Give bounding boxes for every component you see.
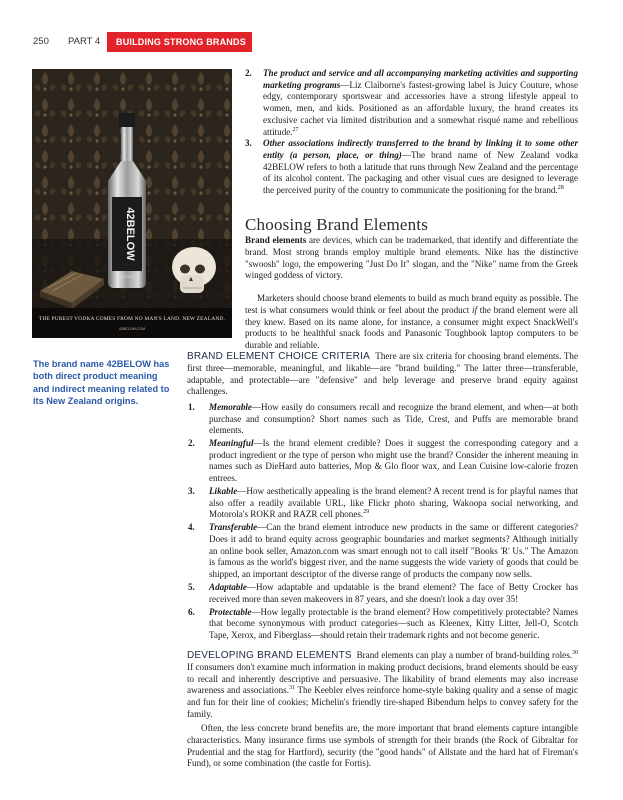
- paragraph-intangible: Often, the less concrete brand benefits are, the more important that brand elements capture intangible characteristics. Many insurance firms use symbols of strength for their brands (the Rock of Gibraltar for Prudential and the stag for Hartford), security (the "good hands" of Allstate and the hard hat of Fireman's Fund), or some combination (the castle for Fortis).: [187, 723, 578, 769]
- paragraph-developing: [187, 650, 578, 721]
- item-number: 3.: [188, 486, 195, 497]
- part-label: PART 4: [68, 36, 101, 47]
- ad-url: 42BELOW.COM: [118, 327, 146, 331]
- item-number: 1.: [188, 402, 195, 412]
- list-item: [187, 402, 578, 437]
- paragraph-criteria-intro: [187, 351, 578, 398]
- figure-caption: The brand name 42BELOW has both direct product meaning and indirect meaning related to its New Zealand origins.: [33, 359, 170, 406]
- key-term: Brand elements: [245, 235, 307, 245]
- section-title: BUILDING STRONG BRANDS: [116, 37, 246, 47]
- item-text: —How aesthetically appealing is the brand element? A recent trend is for playful names that also offer a readily available URL, like Flickr photo sharing, Wakoopa social networking, and Motorola's ROKR and RAZR cell phones.: [209, 486, 578, 520]
- endnote-ref: 29: [363, 509, 370, 516]
- item-text: —Is the brand element credible? Does it suggest the corresponding category and a product ingredient or the type of person who might use the brand? Consider the inherent meaning in names such as DieHard auto batteries, Mop & Glo floor wax, and Lean Cuisine low-calorie frozen entrees.: [209, 438, 578, 484]
- item-title: The product and service and all accompanying marketing activities and supporting marketing programs: [263, 68, 578, 90]
- item-text: —Liz Claiborne's fastest-growing label is Juicy Couture, whose edgy, contemporary sportswear and accessories have a strong lifestyle appeal to women, men, and kids. Positioned as an affordable luxury, the brand creates its exclusive cachet via limited distribution and a somewhat risqué name and rebellious attitude.: [263, 79, 578, 137]
- item-text: —The brand name of New Zealand vodka 42BELOW refers to both a latitude that runs through New Zealand and the percentage of its alcohol content. The packaging and other visual cues are designed to leverage the perceived purity of the country to communicate the positioning for the brand.: [263, 149, 578, 196]
- criteria-list: [187, 402, 578, 643]
- item-number: 3.: [245, 138, 252, 149]
- list-item: [187, 582, 578, 605]
- ad-footer-band: [32, 308, 232, 338]
- emphasis: if: [471, 304, 478, 315]
- item-title: Adaptable: [209, 581, 247, 592]
- paragraph-text: the brand element were all they knew. Based on its name alone, for instance, a consumer might expect SnackWell's products to be healthful snack foods and Panasonic Toughbook laptop computers to be durable and reliable.: [245, 304, 578, 351]
- section-banner: [107, 32, 252, 52]
- item-title: Memorable: [209, 402, 252, 412]
- ad-illustration: [32, 69, 232, 338]
- list-item: [187, 438, 578, 484]
- endnote-ref: 31: [289, 685, 295, 692]
- bottle-label: VODKA: [119, 274, 135, 279]
- endnote-ref: 30: [572, 649, 578, 656]
- item-text: —How easily do consumers recall and recognize the brand element, and when—at both purchase and consumption? Short names such as Tide, Crest, and Puffs are memorable brand elements.: [209, 402, 578, 436]
- associations-list: [245, 68, 578, 197]
- list-item: [187, 522, 578, 580]
- item-title: Transferable: [209, 522, 258, 533]
- section-heading: Choosing Brand Elements: [245, 215, 429, 234]
- item-number: 6.: [188, 606, 195, 617]
- vodka-advertisement: [32, 69, 232, 338]
- item-text: —Can the brand element introduce new products in the same or different categories? Does it add to brand equity across geographic boundaries and market segments? Although initially an online book seller, Amazon.com was smart enough not to call itself "Books 'R' Us." The Amazon is famous as the world's biggest river, and the name suggests the wide variety of goods that could be shipped, an important descriptor of the diverse range of products the company now sells.: [209, 522, 578, 579]
- paragraph-text: The Keebler elves reinforce home-style baking quality and a sense of magic and fun for their line of cookies; Michelin's friendly tire-shaped Bibendum helps to convey safety for the family.: [187, 685, 578, 719]
- ad-tagline: THE PUREST VODKA COMES FROM NO MAN'S LAND. NEW ZEALAND.: [38, 316, 226, 322]
- item-number: 2.: [245, 68, 252, 78]
- item-number: 4.: [188, 522, 195, 533]
- paragraph-text: are devices, which can be trademarked, that identify and differentiate the brand. Most strong brands employ multiple brand elements. Nike has the distinctive "swoosh" logo, the empowering "Just Do It" slogan, and the "Nike" name from the Greek winged goddess of victory.: [245, 235, 578, 281]
- item-title: Likable: [209, 486, 238, 497]
- item-title: Meaningful: [209, 438, 254, 449]
- paragraph-text: If consumers don't examine much information in making product decisions, brand elements should be easy to recall and inherently descriptive and persuasive. The likability of brand elements may also increase awareness and associations.: [187, 661, 578, 696]
- list-item: [187, 486, 578, 521]
- list-item: [187, 607, 578, 642]
- page-number: 250: [33, 36, 49, 47]
- item-number: 5.: [188, 581, 195, 592]
- list-item: [245, 138, 578, 197]
- paragraph-marketers: [245, 293, 578, 352]
- item-text: —How legally protectable is the brand element? How competitively protectable? Names that become synonymous with product categories—such as Kleenex, Kitty Litter, Jell-O, Scotch Tape, Xerox, and Fiberglass—should retain their trademark rights and not become generic.: [209, 606, 578, 640]
- paragraph-text: There are six criteria for choosing brand elements. The first three—memorable, meaningful, and likable—are "brand building." The latter three—transferable, adaptable, and protectable—are "defensive" and help leverage and preserve brand equity against challenges.: [187, 351, 578, 397]
- item-text: —How adaptable and updatable is the brand element? The face of Betty Crocker has received more than seven makeovers in 87 years, and she doesn't look a day over 35!: [209, 581, 578, 604]
- item-number: 2.: [188, 438, 195, 449]
- paragraph-text: Brand elements can play a number of brand-building roles.: [356, 650, 572, 660]
- item-title: Other associations indirectly transferred to the brand by linking it to some other entity (a person, place, or thing): [263, 138, 578, 160]
- run-in-heading: DEVELOPING BRAND ELEMENTS: [187, 650, 352, 661]
- page-header: [0, 32, 623, 52]
- bottle-brand: 42BELOW: [124, 207, 136, 261]
- list-item: [245, 68, 578, 138]
- endnote-ref: 28: [557, 185, 564, 191]
- run-in-heading: BRAND ELEMENT CHOICE CRITERIA: [187, 351, 370, 362]
- endnote-ref: 27: [292, 126, 299, 133]
- paragraph-brand-elements: [245, 235, 578, 282]
- item-title: Protectable: [209, 606, 252, 617]
- paragraph-text: Marketers should choose brand elements to build as much brand equity as possible. The test is what consumers would think or feel about the product: [245, 293, 578, 315]
